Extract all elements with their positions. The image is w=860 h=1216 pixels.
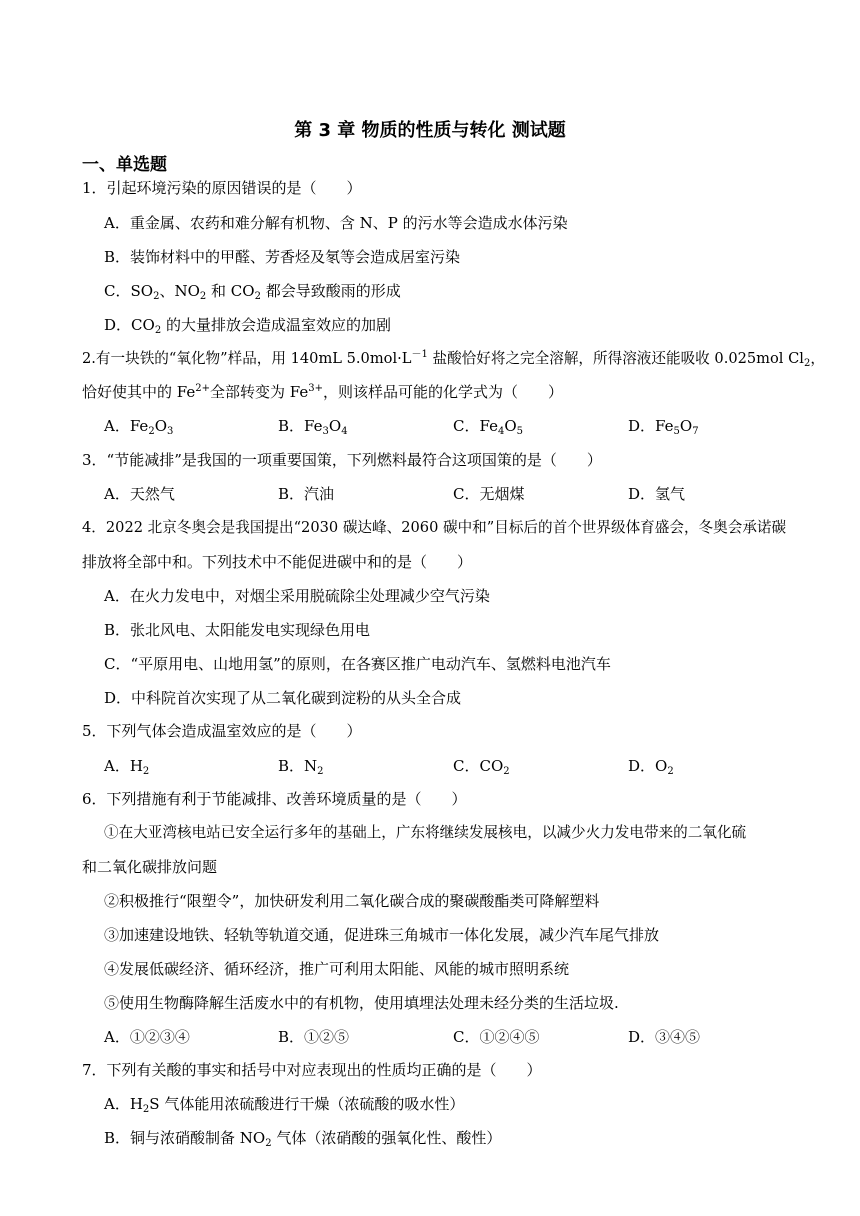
question-1-option-a: A．重金属、农药和难分解有机物、含 N、P 的污水等会造成水体污染 xyxy=(104,214,568,232)
question-2-option-a: A．$Fe_2O_3$ xyxy=(104,417,174,437)
question-6-option-b: B．①②⑤ xyxy=(278,1028,350,1046)
question-2-stem-line-2: 恰好使其中的 $Fe^{2+}$全部转变为 $Fe^{3+}$，则该样品可能的化学式为（ ） xyxy=(82,383,563,401)
question-1-stem: 1．引起环境污染的原因错误的是（ ） xyxy=(82,179,362,197)
question-5-stem: 5．下列气体会造成温室效应的是（ ） xyxy=(82,722,362,740)
question-6-item-4: ④发展低碳经济、循环经济，推广可利用太阳能、风能的城市照明系统 xyxy=(104,960,570,978)
question-6-item-2: ②积极推行“限塑令”，加快研发利用二氧化碳合成的聚碳酸酯类可降解塑料 xyxy=(104,892,600,910)
question-1-option-b: B．装饰材料中的甲醛、芳香烃及氡等会造成居室污染 xyxy=(104,248,461,266)
question-6-stem: 6．下列措施有利于节能减排、改善环境质量的是（ ） xyxy=(82,790,467,808)
question-5-option-c: C．$CO_2$ xyxy=(453,757,510,777)
question-3-option-b: B．汽油 xyxy=(278,485,335,503)
question-6-item-1-line-1: ①在大亚湾核电站已安全运行多年的基础上，广东将继续发展核电，以减少火力发电带来的二氧化硫 xyxy=(104,824,747,841)
question-5-option-d: D．$O_2$ xyxy=(628,757,674,777)
question-3-stem: 3．“节能减排”是我国的一项重要国策，下列燃料最符合这项国策的是（ ） xyxy=(82,451,602,469)
question-2-option-b: B．$Fe_3O_4$ xyxy=(278,417,348,437)
question-6-item-5: ⑤使用生物酶降解生活废水中的有机物，使用填埋法处理未经分类的生活垃圾. xyxy=(104,994,619,1012)
question-7-option-b: B．铜与浓硝酸制备 $NO_2$ 气体（浓硝酸的强氧化性、酸性） xyxy=(104,1129,502,1149)
question-6-option-a: A．①②③④ xyxy=(104,1028,190,1046)
question-4-stem-line-1: 4．2022 北京冬奥会是我国提出“2030 碳达峰、2060 碳中和”目标后的首个世界级体育盛会，冬奥会承诺碳 xyxy=(82,519,787,536)
question-2-option-c: C．$Fe_4O_5$ xyxy=(453,417,524,437)
question-3-option-d: D．氢气 xyxy=(628,485,686,503)
question-4-option-b: B．张北风电、太阳能发电实现绿色用电 xyxy=(104,621,371,639)
question-6-option-d: D．③④⑤ xyxy=(628,1028,701,1046)
question-5-option-a: A．$H_2$ xyxy=(104,757,150,777)
question-6-item-1-line-2: 和二氧化碳排放问题 xyxy=(82,858,218,876)
question-3-option-c: C．无烟煤 xyxy=(453,485,525,503)
question-6-item-3: ③加速建设地铁、轻轨等轨道交通，促进珠三角城市一体化发展，减少汽车尾气排放 xyxy=(104,926,660,944)
question-5-option-b: B．$N_2$ xyxy=(278,757,324,777)
question-4-option-d: D．中科院首次实现了从二氧化碳到淀粉的从头全合成 xyxy=(104,689,462,707)
question-4-option-a: A．在火力发电中，对烟尘采用脱硫除尘处理减少空气污染 xyxy=(104,587,490,605)
question-1-option-d: D．$CO_2$ 的大量排放会造成温室效应的加剧 xyxy=(104,316,391,336)
document-title: 第 3 章 物质的性质与转化 测试题 xyxy=(294,120,566,141)
question-3-option-a: A．天然气 xyxy=(104,485,175,503)
question-4-stem-line-2: 排放将全部中和。下列技术中不能促进碳中和的是（ ） xyxy=(82,553,473,571)
question-2-stem-line-1: 2.有一块铁的“氧化物”样品，用 140mL $5.0mol\cdot L^{-1}$ 盐酸恰好将之完全溶解，所得溶液还能吸收 0.025mol $Cl_2$， xyxy=(82,349,825,369)
question-6-option-c: C．①②④⑤ xyxy=(453,1028,540,1046)
question-1-option-c: C．$SO_2$、$NO_2$ 和 $CO_2$ 都会导致酸雨的形成 xyxy=(104,282,401,302)
question-7-option-a: A．$H_2S$ 气体能用浓硫酸进行干燥（浓硫酸的吸水性） xyxy=(104,1095,465,1115)
question-7-stem: 7．下列有关酸的事实和括号中对应表现出的性质均正确的是（ ） xyxy=(82,1061,542,1079)
question-2-option-d: D．$Fe_5O_7$ xyxy=(628,417,699,437)
question-4-option-c: C．“平原用电、山地用氢”的原则，在各赛区推广电动汽车、氢燃料电池汽车 xyxy=(104,655,611,673)
section-heading: 一、单选题 xyxy=(82,155,167,175)
